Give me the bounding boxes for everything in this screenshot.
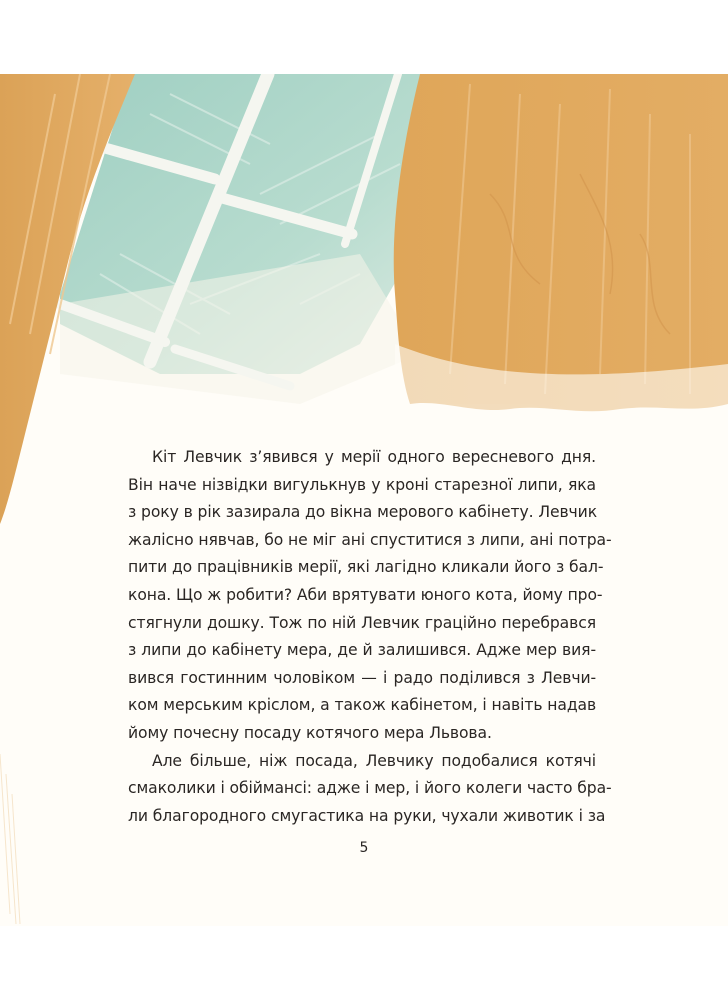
book-page xyxy=(0,74,728,926)
paragraph-1 xyxy=(128,444,612,748)
text-line: Він наче нізвідки вигулькнув у кроні старезної липи, яка xyxy=(128,475,596,494)
right-curtain xyxy=(394,74,728,434)
text-line: стягнули дошку. Тож по ній Левчик граційно перебрався xyxy=(128,613,596,632)
text-line: Але більше, ніж посада, Левчику подобалися котячі xyxy=(152,751,596,770)
story-text xyxy=(128,444,612,830)
paragraph-2 xyxy=(128,748,612,831)
text-line: Кіт Левчик з’явився у мерії одного вересневого дня. xyxy=(152,448,596,466)
text-line: жалісно нявчав, бо не міг ані спуститися з липи, ані потра- xyxy=(128,530,612,549)
text-line: вився гостинним чоловіком — і радо поділився з Левчи- xyxy=(128,668,596,687)
page-number: 5 xyxy=(359,840,369,856)
text-line: ли благородного смугастика на руки, чухали животик і за xyxy=(128,806,606,825)
text-line: ком мерським кріслом, а також кабінетом, і навіть надав xyxy=(128,696,597,715)
text-line: смаколики і обіймансі: адже і мер, і його колеги часто бра- xyxy=(128,779,612,798)
text-line: пити до працівників мерії, які лагідно кликали його з бал- xyxy=(128,558,604,577)
text-line: з року в рік зазирала до вікна мерового кабінету. Левчик xyxy=(128,503,598,522)
text-line: йому почесну посаду котячого мера Львова. xyxy=(128,723,492,742)
text-line: з липи до кабінету мера, де й залишився. Адже мер вия- xyxy=(128,641,596,660)
text-line: кона. Що ж робити? Аби врятувати юного кота, йому про- xyxy=(128,585,603,604)
